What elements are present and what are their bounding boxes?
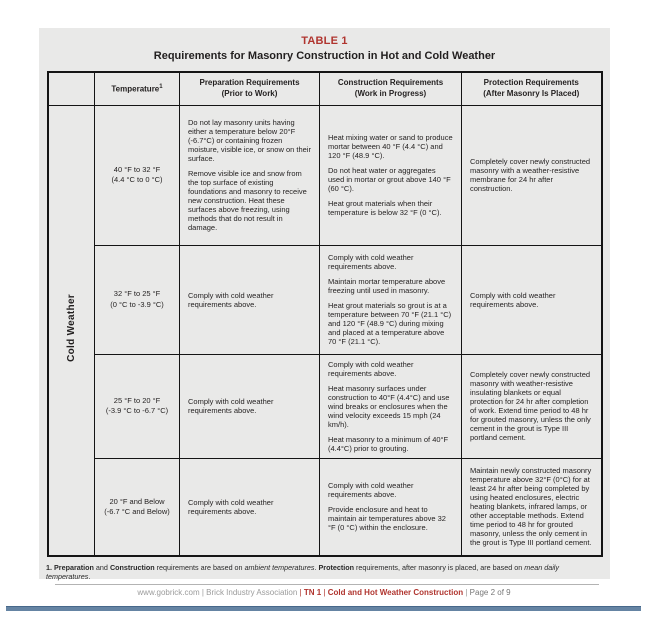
header-construction-line2: (Work in Progress) (354, 88, 427, 98)
cell-construction: Comply with cold weather requirements above. Provide enclosure and heat to maintain air temperatures above 32 °F (0 °C) within the enclosure. (320, 458, 462, 556)
cell-protection: Completely cover newly constructed masonry with weather-resistive insulating blankets or equal protection for 24 hr after completion of work. Extend time period to 48 hr for grouted masonry, unless the only cement in the grout is Type III portland cement. (462, 354, 602, 458)
header-protection-line2: (After Masonry Is Placed) (483, 88, 580, 98)
header-preparation-line1: Preparation Requirements (199, 77, 300, 87)
table-panel (39, 28, 610, 579)
header-corner-cell (48, 72, 95, 105)
cell-temperature: 32 °F to 25 °F (0 °C to -3.9 °C) (95, 245, 180, 354)
footer-doc-title: Cold and Hot Weather Construction (327, 588, 464, 597)
table-row-40-to-32 (48, 105, 602, 245)
header-construction-line1: Construction Requirements (337, 77, 444, 87)
cell-protection: Completely cover newly constructed masonry with a weather-resistive membrane for 24 hr after construction. (462, 105, 602, 245)
footer-divider (55, 584, 599, 585)
table-footnote: 1. Preparation and Construction requirements are based on ambient temperatures. Protection requirements, after masonry is placed, are based on mean daily temperatures. (46, 563, 559, 581)
header-protection-line1: Protection Requirements (483, 77, 579, 87)
cell-preparation: Comply with cold weather requirements above. (180, 245, 320, 354)
footer-accent-bar (6, 606, 641, 611)
cell-preparation: Do not lay masonry units having either a temperature below 20°F (-6.7°C) or containing frozen moisture, visible ice, or snow on their surface. Remove visible ice and snow from the top surface of existing foundations and masonry to receive new construction. Heat these surfaces above freezing, using methods that do not result in damage. (180, 105, 320, 245)
cell-temperature: 20 °F and Below (-6.7 °C and Below) (95, 458, 180, 556)
header-preparation (180, 72, 320, 105)
cold-weather-label: Cold Weather (65, 293, 77, 362)
cell-construction: Heat mixing water or sand to produce mortar between 40 °F (4.4 °C) and 120 °F (48.9 °C). Do not heat water or aggregates used in mortar or grout above 140 °F (60 °C). Heat grout materials when their temperature is below 32 °F (0 °C). (320, 105, 462, 245)
cell-protection: Comply with cold weather requirements above. (462, 245, 602, 354)
cell-temperature: 40 °F to 32 °F (4.4 °C to 0 °C) (95, 105, 180, 245)
cell-protection: Maintain newly constructed masonry temperature above 32°F (0°C) for at least 24 hr after being completed by using heated enclosures, electric heating blankets, infrared lamps, or other acceptable methods. Extend time period to 48 hr for grouted masonry, unless the only cement in the grout is Type III portland cement. (462, 458, 602, 556)
cell-preparation: Comply with cold weather requirements above. (180, 354, 320, 458)
page-footer: www.gobrick.com | Brick Industry Association | TN 1 | Cold and Hot Weather Construction | Page 2 of 9 (137, 588, 511, 597)
table-title: Requirements for Masonry Construction in Hot and Cold Weather (153, 50, 496, 62)
header-temperature (95, 72, 180, 105)
cell-preparation: Comply with cold weather requirements above. (180, 458, 320, 556)
footer-url: www.gobrick.com (137, 588, 200, 597)
footer-org: Brick Industry Association (206, 588, 298, 597)
footer-tn-number: TN 1 (303, 588, 322, 597)
table-row-25-to-20 (48, 354, 602, 458)
title-block (39, 28, 610, 62)
header-preparation-line2: (Prior to Work) (221, 88, 278, 98)
footer-page-number: Page 2 of 9 (469, 588, 511, 597)
table-row-20-and-below (48, 458, 602, 556)
header-row (48, 72, 602, 105)
table-row-32-to-25 (48, 245, 602, 354)
cell-temperature: 25 °F to 20 °F (-3.9 °C to -6.7 °C) (95, 354, 180, 458)
requirements-table (47, 71, 603, 557)
header-temperature-label: Temperature (111, 84, 160, 94)
cell-construction: Comply with cold weather requirements above. Heat masonry surfaces under construction to 40°F (4.4°C) and use wind breaks or enclosures when the wind velocity exceeds 15 mph (24 km/h). Heat masonry to a minimum of 40°F (4.4°C) prior to grouting. (320, 354, 462, 458)
row-group-cold-weather (48, 105, 95, 556)
table-number: TABLE 1 (301, 35, 348, 47)
footnote-marker: 1 (159, 83, 163, 90)
header-protection (462, 72, 602, 105)
cell-construction: Comply with cold weather requirements above. Maintain mortar temperature above freezing until used in masonry. Heat grout materials so grout is at a temperature between 70 °F (21.1 °C) and 120 °F (48.9 °C) during mixing and placed at a temperature above 70 °F (21.1 °C). (320, 245, 462, 354)
header-construction (320, 72, 462, 105)
